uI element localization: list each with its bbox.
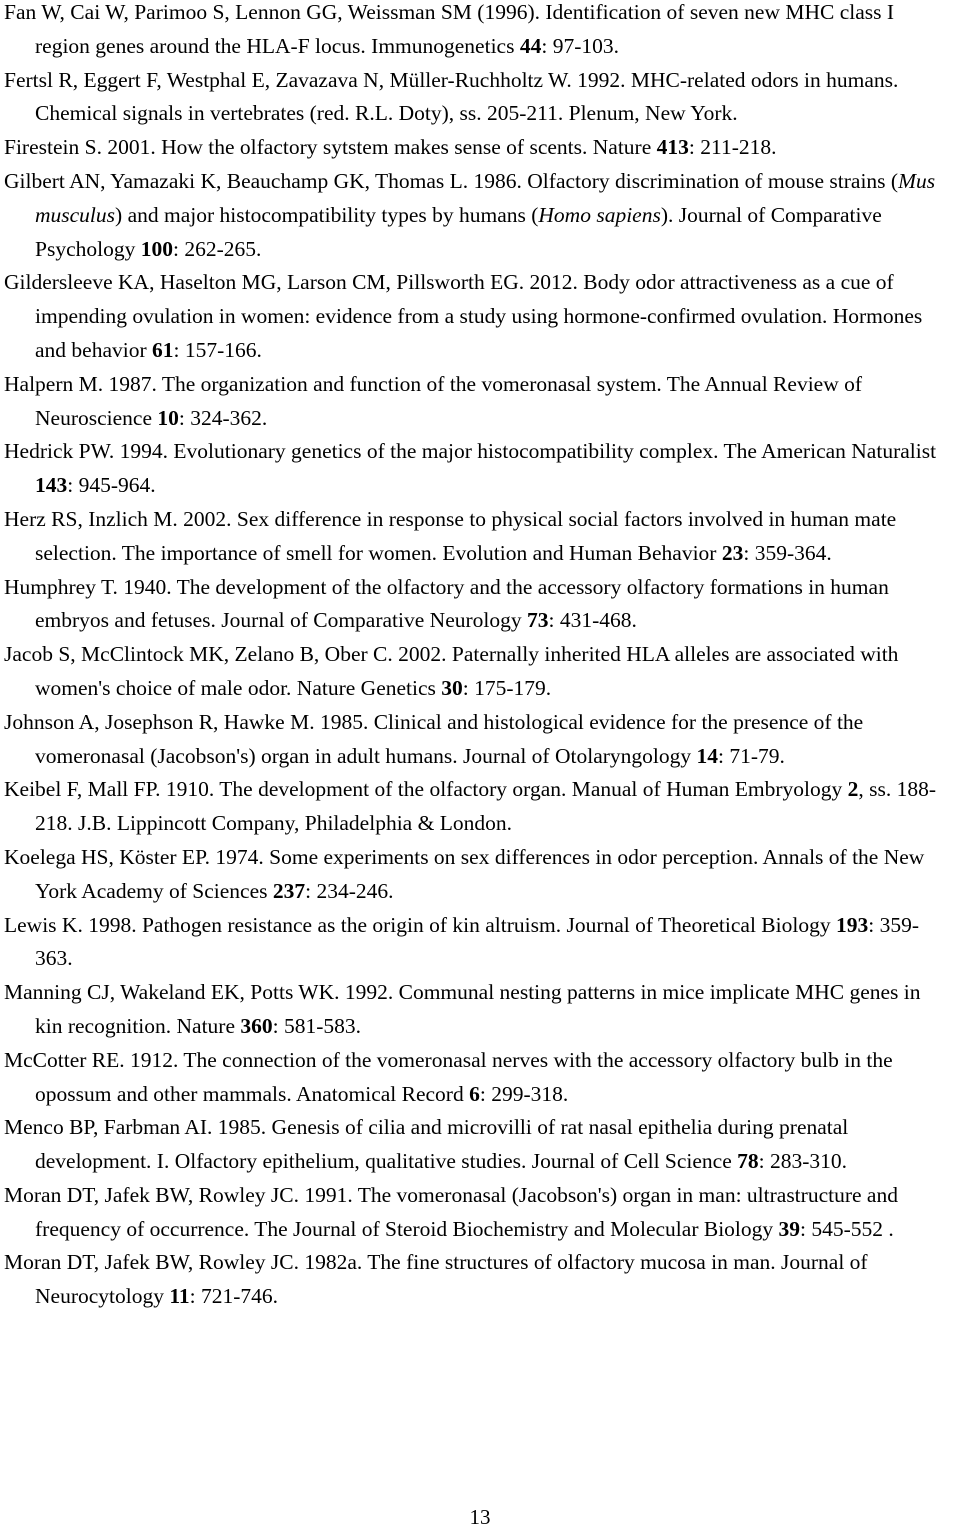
reference-text: : 71-79. — [718, 743, 785, 768]
volume-number: 360 — [240, 1013, 273, 1038]
volume-number: 39 — [778, 1216, 801, 1241]
reference-text: ) and major histocompatibility types by humans ( — [115, 202, 539, 227]
reference-list — [4, 0, 950, 1314]
species-name: Homo sapiens — [538, 202, 661, 227]
reference-text: Fan W, Cai W, Parimoo S, Lennon GG, Weissman SM (1996). Identification of seven new MHC class I region genes around the HLA-F locus. Immunogenetics — [4, 0, 895, 58]
reference-text: : 262-265. — [172, 236, 262, 261]
reference-entry — [4, 841, 950, 909]
reference-text: : 299-318. — [479, 1081, 569, 1106]
reference-text: Gilbert AN, Yamazaki K, Beauchamp GK, Thomas L. 1986. Olfactory discrimination of mouse strains ( — [4, 168, 899, 193]
volume-number: 10 — [157, 405, 179, 430]
reference-text: : 324-362. — [178, 405, 268, 430]
reference-entry — [4, 368, 950, 436]
reference-entry — [4, 773, 950, 841]
reference-text: : 359-363. — [35, 912, 919, 971]
reference-text: Johnson A, Josephson R, Hawke M. 1985. Clinical and histological evidence for the presence of the vomeronasal (Jacobson's) organ in adult humans. Journal of Otolaryngology — [4, 709, 864, 768]
reference-text: Humphrey T. 1940. The development of the olfactory and the accessory olfactory formations in human embryos and fetuses. Journal of Comparative Neurology — [4, 574, 889, 633]
volume-number: 23 — [721, 540, 744, 565]
reference-entry — [4, 266, 950, 367]
reference-text: Fertsl R, Eggert F, Westphal E, Zavazava N, Müller-Ruchholtz W. 1992. MHC-related odors in humans. Chemical signals in vertebrates (red. R.L. Doty), ss. 205-211. Plenum, New York. — [4, 67, 899, 126]
reference-text: Manning CJ, Wakeland EK, Potts WK. 1992. Communal nesting patterns in mice implicate MHC genes in kin recognition. Nature — [4, 980, 921, 1038]
reference-text: Koelega HS, Köster EP. 1974. Some experiments on sex differences in odor perception. Annals of the New York Academy of Sciences — [4, 844, 925, 903]
reference-text: McCotter RE. 1912. The connection of the vomeronasal nerves with the accessory olfactory bulb in the opossum and other mammals. Anatomical Record — [4, 1047, 893, 1106]
reference-text: , ss. 188-218. J.B. Lippincott Company, Philadelphia & London. — [35, 777, 937, 836]
volume-number: 73 — [527, 608, 549, 633]
reference-text: : 157-166. — [173, 337, 262, 362]
reference-entry — [4, 909, 950, 977]
reference-text: : 175-179. — [462, 675, 552, 700]
volume-number: 61 — [152, 337, 174, 362]
reference-text: Halpern M. 1987. The organization and function of the vomeronasal system. The Annual Review of Neuroscience — [4, 371, 863, 430]
reference-text: Moran DT, Jafek BW, Rowley JC. 1982a. The fine structures of olfactory mucosa in man. Journal of Neurocytology — [4, 1250, 868, 1309]
reference-entry — [4, 165, 950, 266]
reference-text: Keibel F, Mall FP. 1910. The development of the olfactory organ. Manual of Human Embryology — [4, 777, 848, 802]
volume-number: 193 — [835, 912, 869, 937]
reference-text: : 283-310. — [758, 1149, 848, 1174]
volume-number: 44 — [519, 33, 542, 58]
reference-entry — [4, 131, 950, 165]
reference-entry — [4, 0, 950, 64]
reference-text: Lewis K. 1998. Pathogen resistance as the origin of kin altruism. Journal of Theoretical Biology — [4, 912, 836, 937]
reference-entry — [4, 64, 950, 132]
volume-number: 14 — [696, 743, 718, 768]
volume-number: 2 — [847, 777, 859, 802]
reference-entry — [4, 1111, 950, 1179]
reference-entry — [4, 706, 950, 774]
volume-number: 30 — [441, 675, 463, 700]
reference-text: Herz RS, Inzlich M. 2002. Sex difference in response to physical social factors involved in human mate selection. The importance of smell for women. Evolution and Human Behavior — [4, 506, 897, 565]
reference-text: : 97-103. — [541, 33, 619, 58]
volume-number: 6 — [469, 1081, 480, 1106]
reference-text: Moran DT, Jafek BW, Rowley JC. 1991. The vomeronasal (Jacobson's) organ in man: ultrastructure and frequency of occurrence. The Journal of Steroid Biochemistry and Molecular Biology — [4, 1182, 898, 1241]
reference-text: : 234-246. — [305, 878, 394, 903]
reference-entry — [4, 638, 950, 706]
reference-text: : 431-468. — [548, 608, 637, 633]
reference-text: : 721-746. — [189, 1284, 279, 1309]
reference-text: : 545-552 . — [800, 1216, 894, 1241]
reference-entry — [4, 1246, 950, 1314]
volume-number: 11 — [169, 1284, 190, 1309]
reference-text: Hedrick PW. 1994. Evolutionary genetics of the major histocompatibility complex. The American Naturalist — [4, 439, 937, 464]
reference-entry — [4, 1044, 950, 1112]
reference-text: : 581-583. — [272, 1013, 362, 1038]
volume-number: 413 — [656, 135, 689, 160]
reference-entry — [4, 503, 950, 571]
reference-entry — [4, 571, 950, 639]
reference-entry — [4, 1179, 950, 1247]
reference-text: ). Journal of Comparative Psychology — [35, 202, 882, 261]
volume-number: 143 — [35, 473, 68, 498]
reference-text: Firestein S. 2001. How the olfactory sytstem makes sense of scents. Nature — [4, 135, 657, 160]
reference-text: Menco BP, Farbman AI. 1985. Genesis of cilia and microvilli of rat nasal epithelia during prenatal development. I. Olfactory epithelium, qualitative studies. Journal of Cell Science — [4, 1115, 849, 1174]
volume-number: 100 — [140, 236, 173, 261]
reference-text: Jacob S, McClintock MK, Zelano B, Ober C. 2002. Paternally inherited HLA alleles are associated with women's choice of male odor. Nature Genetics — [4, 642, 899, 700]
reference-text: : 359-364. — [743, 540, 832, 565]
reference-entry — [4, 976, 950, 1044]
page-number: 13 — [469, 1505, 491, 1529]
reference-text: : 945-964. — [67, 473, 156, 498]
species-name: Mus musculus — [35, 168, 936, 227]
reference-text: Gildersleeve KA, Haselton MG, Larson CM, Pillsworth EG. 2012. Body odor attractiveness as a cue of impending ovulation in women: evidence from a study using hormone-confirmed ovulation. Hormones and behavior — [4, 270, 923, 362]
reference-text: : 211-218. — [688, 135, 777, 160]
reference-entry — [4, 435, 950, 503]
volume-number: 237 — [272, 878, 306, 903]
volume-number: 78 — [737, 1149, 759, 1174]
